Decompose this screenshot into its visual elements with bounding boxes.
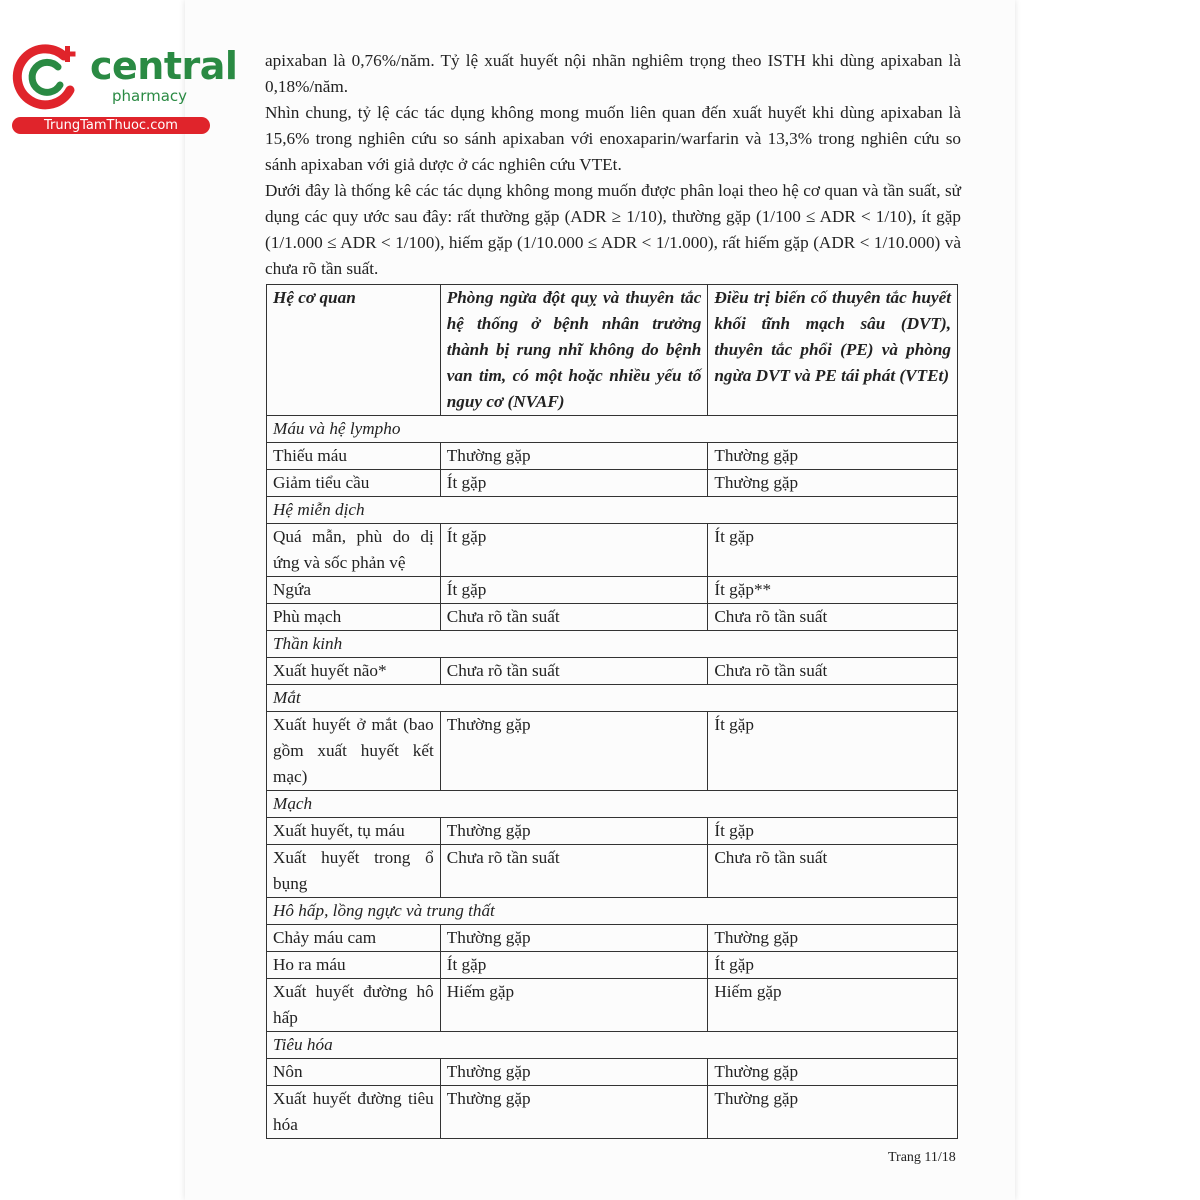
table-row [267,712,958,791]
cell-vtet: Hiếm gặp [708,979,958,1032]
table-row [267,470,958,497]
table-row [267,604,958,631]
table-row [267,845,958,898]
cell-organ: Ngứa [267,577,441,604]
table-row [267,925,958,952]
cell-organ: Xuất huyết trong ổ bụng [267,845,441,898]
cell-vtet: Ít gặp [708,952,958,979]
cell-vtet: Thường gặp [708,1059,958,1086]
page-number: Trang 11/18 [888,1150,956,1165]
cell-nvaf: Ít gặp [440,524,708,577]
cell-vtet: Thường gặp [708,925,958,952]
table-row [267,818,958,845]
cell-organ: Quá mẫn, phù do dị ứng và sốc phản vệ [267,524,441,577]
cell-organ: Xuất huyết, tụ máu [267,818,441,845]
cell-nvaf: Chưa rõ tần suất [440,845,708,898]
table-header-row [267,285,958,416]
cell-organ: Chảy máu cam [267,925,441,952]
cell-nvaf: Thường gặp [440,925,708,952]
table-row [267,524,958,577]
adverse-reactions-table [266,284,958,1139]
group-label: Tiêu hóa [267,1032,958,1059]
cell-nvaf: Ít gặp [440,577,708,604]
table-group-row [267,1032,958,1059]
paragraph: apixaban là 0,76%/năm. Tỷ lệ xuất huyết nội nhãn nghiêm trọng theo ISTH khi dùng apixaban là 0,18%/năm. [265,51,961,96]
cell-nvaf: Thường gặp [440,1059,708,1086]
table-group-row [267,898,958,925]
table-row [267,1059,958,1086]
header-organ-system: Hệ cơ quan [267,285,441,416]
cell-vtet: Chưa rõ tần suất [708,658,958,685]
cell-vtet: Thường gặp [708,443,958,470]
table-group-row [267,416,958,443]
group-label: Thần kinh [267,631,958,658]
pharmacy-logo-icon [12,40,87,115]
cell-nvaf: Thường gặp [440,443,708,470]
cell-vtet: Ít gặp [708,818,958,845]
cell-organ: Xuất huyết đường hô hấp [267,979,441,1032]
cell-nvaf: Ít gặp [440,952,708,979]
cell-nvaf: Chưa rõ tần suất [440,604,708,631]
table-group-row [267,685,958,712]
cell-organ: Xuất huyết não* [267,658,441,685]
table-row [267,979,958,1032]
cell-nvaf: Thường gặp [440,818,708,845]
cell-organ: Giảm tiểu cầu [267,470,441,497]
cell-organ: Phù mạch [267,604,441,631]
cell-nvaf: Thường gặp [440,1086,708,1139]
cell-nvaf: Hiếm gặp [440,979,708,1032]
cell-vtet: Thường gặp [708,1086,958,1139]
cell-vtet: Thường gặp [708,470,958,497]
table-row [267,952,958,979]
header-vtet: Điều trị biến cố thuyên tắc huyết khối tĩnh mạch sâu (DVT), thuyên tắc phổi (PE) và phòng ngừa DVT và PE tái phát (VTEt) [708,285,958,416]
table-group-row [267,497,958,524]
group-label: Hô hấp, lồng ngực và trung thất [267,898,958,925]
table-group-row [267,631,958,658]
group-label: Máu và hệ lympho [267,416,958,443]
table-row [267,658,958,685]
cell-nvaf: Ít gặp [440,470,708,497]
table-row [267,1086,958,1139]
cell-nvaf: Chưa rõ tần suất [440,658,708,685]
cell-organ: Ho ra máu [267,952,441,979]
central-pharmacy-logo[interactable] [12,40,238,135]
cell-vtet: Ít gặp [708,712,958,791]
group-label: Mắt [267,685,958,712]
group-label: Mạch [267,791,958,818]
logo-site-banner: TrungTamThuoc.com [12,117,210,134]
cell-vtet: Ít gặp** [708,577,958,604]
logo-brand-name: central [90,44,238,88]
cell-vtet: Ít gặp [708,524,958,577]
cell-vtet: Chưa rõ tần suất [708,845,958,898]
cell-organ: Xuất huyết ở mắt (bao gồm xuất huyết kết mạc) [267,712,441,791]
cell-organ: Thiếu máu [267,443,441,470]
paragraph: Dưới đây là thống kê các tác dụng không mong muốn được phân loại theo hệ cơ quan và tần suất, sử dụng các quy ước sau đây: rất thường gặp (ADR ≥ 1/10), thường gặp (1/100 ≤ ADR < 1/10), ít gặp (1/1.000 ≤ ADR < 1/100), hiếm gặp (1/10.000 ≤ ADR < 1/1.000), rất hiếm gặp (ADR < 1/10.000) và chưa rõ tần suất. [265,181,961,278]
cell-vtet: Chưa rõ tần suất [708,604,958,631]
table-row [267,577,958,604]
table-row [267,443,958,470]
cell-organ: Nôn [267,1059,441,1086]
group-label: Hệ miễn dịch [267,497,958,524]
logo-subtitle: pharmacy [112,87,188,105]
cell-organ: Xuất huyết đường tiêu hóa [267,1086,441,1139]
header-nvaf: Phòng ngừa đột quỵ và thuyên tắc hệ thống ở bệnh nhân trưởng thành bị rung nhĩ không do bệnh van tim, có một hoặc nhiều yếu tố nguy cơ (NVAF) [440,285,708,416]
paragraph: Nhìn chung, tỷ lệ các tác dụng không mong muốn liên quan đến xuất huyết khi dùng apixaban là 15,6% trong nghiên cứu so sánh apixaban với enoxaparin/warfarin và 13,3% trong nghiên cứu so sánh apixaban với giả dược ở các nghiên cứu VTEt. [265,103,961,174]
body-text [265,48,961,282]
table-group-row [267,791,958,818]
cell-nvaf: Thường gặp [440,712,708,791]
